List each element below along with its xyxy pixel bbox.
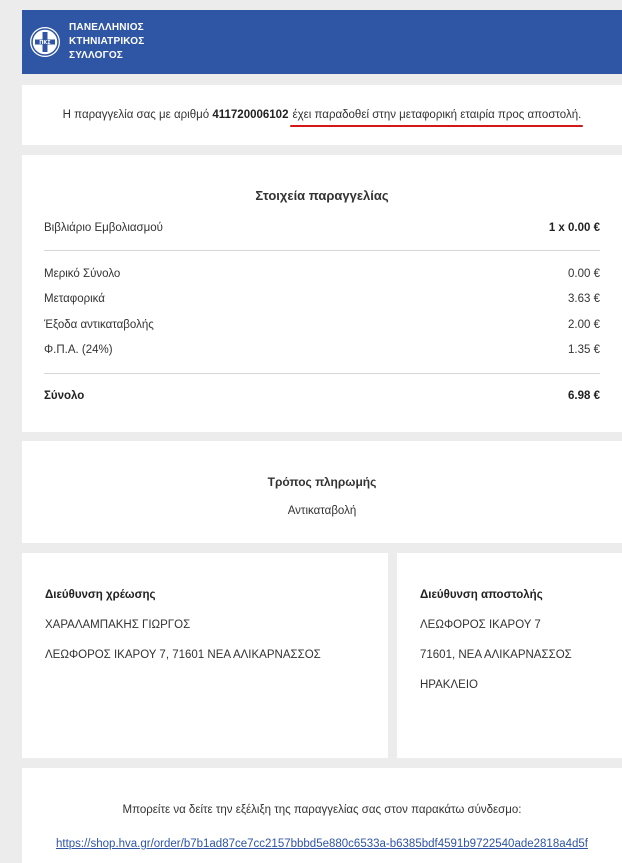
status-text bbox=[292, 109, 581, 121]
brand-name bbox=[69, 21, 144, 63]
hva-logo bbox=[30, 27, 60, 57]
summary-value: 1.35 € bbox=[568, 344, 600, 356]
summary-value: 2.00 € bbox=[568, 319, 600, 331]
summary-value: 0.00 € bbox=[568, 268, 600, 280]
summary-label: Φ.Π.Α. (24%) bbox=[44, 344, 113, 356]
total-value: 6.98 € bbox=[568, 390, 600, 402]
red-underline-annotation bbox=[290, 125, 583, 127]
line-item bbox=[44, 222, 600, 234]
email-header bbox=[22, 10, 622, 74]
billing-line: ΛΕΩΦΟΡΟΣ ΙΚΑΡΟΥ 7, 71601 ΝΕΑ ΑΛΙΚΑΡΝΑΣΣΟΣ bbox=[45, 649, 321, 661]
summary-label: Μεταφορικά bbox=[44, 293, 105, 305]
billing-title: Διεύθυνση χρέωσης bbox=[45, 589, 156, 601]
shipping-address-card bbox=[397, 553, 622, 758]
shipping-line: ΗΡΑΚΛΕΙΟ bbox=[420, 679, 478, 691]
summary-value: 3.63 € bbox=[568, 293, 600, 305]
shipping-line: ΛΕΩΦΟΡΟΣ ΙΚΑΡΟΥ 7 bbox=[420, 619, 541, 631]
item-name: Βιβλιάριο Εμβολιασμού bbox=[44, 222, 163, 234]
divider bbox=[44, 250, 600, 251]
tracking-message: Μπορείτε να δείτε την εξέλιξη της παραγγελίας σας στον παρακάτω σύνδεσμο: bbox=[122, 804, 522, 816]
summary-label: Μερικό Σύνολο bbox=[44, 268, 121, 280]
summary-row-shipping bbox=[44, 293, 600, 305]
brand-line-3: ΣΥΛΛΟΓΟΣ bbox=[69, 50, 124, 61]
order-details-title: Στοιχεία παραγγελίας bbox=[255, 188, 389, 203]
divider bbox=[44, 373, 600, 374]
tracking-card bbox=[22, 768, 622, 863]
order-tracking-link[interactable]: https://shop.hva.gr/order/b7b1ad87ce7cc2157bbbd5e880c6533a-b6385bdf4591b9722540ade2818a4d5f bbox=[55, 838, 589, 850]
brand-line-1: ΠΑΝΕΛΛΗΝΙΟΣ bbox=[69, 22, 144, 33]
summary-row-subtotal bbox=[44, 268, 600, 280]
brand-line-2: ΚΤΗΝΙΑΤΡΙΚΟΣ bbox=[69, 36, 145, 47]
payment-card bbox=[22, 441, 622, 543]
summary-label: Έξοδα αντικαταβολής bbox=[44, 319, 154, 331]
notice-prefix: Η παραγγελία σας με αριθμό bbox=[62, 109, 210, 121]
item-qty-price: 1 x 0.00 € bbox=[548, 222, 600, 234]
order-number: 411720006102 bbox=[212, 109, 289, 121]
payment-title: Τρόπος πληρωμής bbox=[267, 475, 377, 489]
total-row bbox=[44, 390, 600, 402]
status-text-label: έχει παραδοθεί στην μεταφορική εταιρία προς αποστολή. bbox=[292, 109, 582, 121]
cross-emblem-icon bbox=[30, 27, 60, 57]
summary-row-vat bbox=[44, 344, 600, 356]
payment-method: Αντικαταβολή bbox=[287, 505, 357, 517]
shipping-line: 71601, ΝΕΑ ΑΛΙΚΑΡΝΑΣΣΟΣ bbox=[420, 649, 572, 661]
total-label: Σύνολο bbox=[44, 390, 85, 402]
order-details-card bbox=[22, 155, 622, 432]
logo-letters: ΠΚΣ bbox=[39, 40, 51, 46]
order-status-notice bbox=[22, 85, 622, 145]
billing-line: ΧΑΡΑΛΑΜΠΑΚΗΣ ΓΙΩΡΓΟΣ bbox=[45, 619, 191, 631]
summary-row-cod-fee bbox=[44, 319, 600, 331]
billing-address-card bbox=[22, 553, 388, 758]
shipping-title: Διεύθυνση αποστολής bbox=[420, 589, 543, 601]
